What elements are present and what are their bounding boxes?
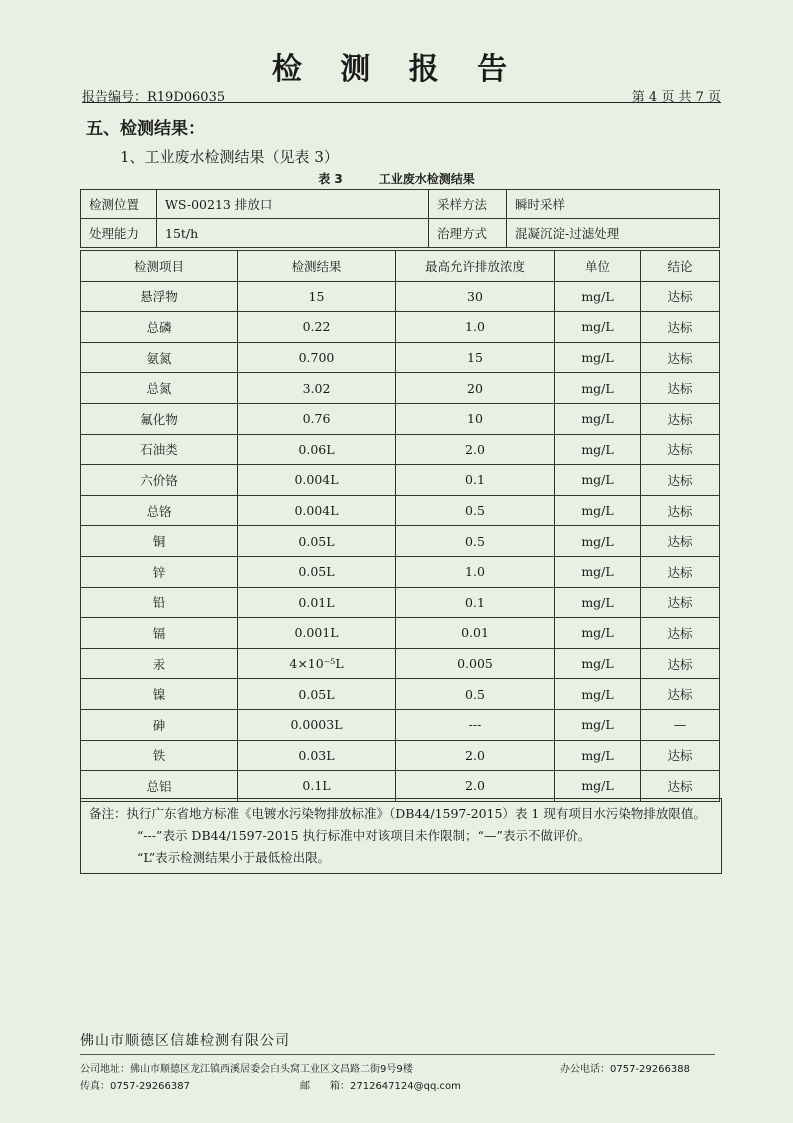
limit-cell: 1.0 <box>396 312 555 343</box>
table-row <box>81 403 720 434</box>
result-cell: 0.004L <box>238 495 396 526</box>
conclusion-cell: 达标 <box>641 556 720 587</box>
table-row <box>81 679 720 710</box>
conclusion-cell: 达标 <box>641 373 720 404</box>
table-row <box>81 740 720 771</box>
table-row <box>81 709 720 740</box>
subsection-title: 1、工业废水检测结果（见表 3） <box>120 148 339 166</box>
fax-number: 传真：0757-29266387 <box>80 1081 190 1092</box>
report-header <box>82 86 721 103</box>
limit-cell: 0.01 <box>396 618 555 649</box>
conclusion-cell: 达标 <box>641 648 720 679</box>
notes-box <box>80 798 722 874</box>
item-cell: 总铬 <box>81 495 238 526</box>
table-row <box>81 587 720 618</box>
limit-cell: 0.1 <box>396 465 555 496</box>
info-row <box>81 190 720 219</box>
item-cell: 铁 <box>81 740 238 771</box>
conclusion-cell: 达标 <box>641 495 720 526</box>
limit-cell: 1.0 <box>396 556 555 587</box>
limit-cell: --- <box>396 709 555 740</box>
item-cell: 总氮 <box>81 373 238 404</box>
company-name: 佛山市顺德区信雄检测有限公司 <box>80 1033 290 1049</box>
limit-cell: 20 <box>396 373 555 404</box>
note-standard: 备注：执行广东省地方标准《电镀水污染物排放标准》（DB44/1597-2015）表 1 现有项目水污染物排放限值。 <box>89 806 706 821</box>
conclusion-cell: 达标 <box>641 526 720 557</box>
conclusion-cell: 达标 <box>641 679 720 710</box>
result-cell: 0.05L <box>238 526 396 557</box>
header-conclusion: 结论 <box>641 251 720 282</box>
limit-cell: 0.5 <box>396 679 555 710</box>
result-cell: 0.05L <box>238 679 396 710</box>
unit-cell: mg/L <box>555 556 641 587</box>
info-table <box>80 189 720 248</box>
result-cell: 3.02 <box>238 373 396 404</box>
result-cell: 0.700 <box>238 342 396 373</box>
item-cell: 氟化物 <box>81 403 238 434</box>
unit-cell: mg/L <box>555 342 641 373</box>
treatment-value: 混凝沉淀-过滤处理 <box>507 219 720 248</box>
limit-cell: 0.5 <box>396 495 555 526</box>
table-row <box>81 342 720 373</box>
conclusion-cell: 达标 <box>641 312 720 343</box>
table-row <box>81 648 720 679</box>
table-row <box>81 312 720 343</box>
item-cell: 砷 <box>81 709 238 740</box>
conclusion-cell: 达标 <box>641 342 720 373</box>
unit-cell: mg/L <box>555 648 641 679</box>
unit-cell: mg/L <box>555 587 641 618</box>
header-limit: 最高允许排放浓度 <box>396 251 555 282</box>
office-phone: 办公电话：0757-29266388 <box>560 1064 690 1075</box>
conclusion-cell: 达标 <box>641 740 720 771</box>
unit-cell: mg/L <box>555 618 641 649</box>
result-cell: 0.01L <box>238 587 396 618</box>
result-cell: 0.22 <box>238 312 396 343</box>
result-cell: 4×10⁻⁵L <box>238 648 396 679</box>
item-cell: 锌 <box>81 556 238 587</box>
unit-cell: mg/L <box>555 403 641 434</box>
header-item: 检测项目 <box>81 251 238 282</box>
unit-cell: mg/L <box>555 679 641 710</box>
capacity-label: 处理能力 <box>81 219 157 248</box>
table-row <box>81 434 720 465</box>
unit-cell: mg/L <box>555 281 641 312</box>
table-row <box>81 373 720 404</box>
conclusion-cell: 达标 <box>641 403 720 434</box>
capacity-value: 15t/h <box>157 219 429 248</box>
limit-cell: 2.0 <box>396 740 555 771</box>
item-cell: 石油类 <box>81 434 238 465</box>
conclusion-cell: — <box>641 709 720 740</box>
limit-cell: 10 <box>396 403 555 434</box>
company-address: 公司地址：佛山市顺德区龙江镇西溪居委会白头窝工业区文昌路二街9号9楼 <box>80 1064 413 1075</box>
conclusion-cell: 达标 <box>641 434 720 465</box>
footer-divider <box>80 1054 715 1055</box>
unit-cell: mg/L <box>555 771 641 802</box>
unit-cell: mg/L <box>555 740 641 771</box>
conclusion-cell: 达标 <box>641 618 720 649</box>
table-row <box>81 771 720 802</box>
limit-cell: 2.0 <box>396 434 555 465</box>
treatment-label: 治理方式 <box>429 219 507 248</box>
unit-cell: mg/L <box>555 709 641 740</box>
location-label: 检测位置 <box>81 190 157 219</box>
table-row <box>81 465 720 496</box>
result-cell: 0.0003L <box>238 709 396 740</box>
limit-cell: 15 <box>396 342 555 373</box>
table-row <box>81 281 720 312</box>
table-row <box>81 526 720 557</box>
table-row <box>81 556 720 587</box>
conclusion-cell: 达标 <box>641 771 720 802</box>
result-cell: 0.05L <box>238 556 396 587</box>
method-value: 瞬时采样 <box>507 190 720 219</box>
unit-cell: mg/L <box>555 312 641 343</box>
table-row <box>81 618 720 649</box>
location-value: WS-00213 排放口 <box>157 190 429 219</box>
item-cell: 镍 <box>81 679 238 710</box>
report-number: 报告编号：R19D06035 <box>82 90 226 105</box>
unit-cell: mg/L <box>555 434 641 465</box>
item-cell: 氨氮 <box>81 342 238 373</box>
header-unit: 单位 <box>555 251 641 282</box>
limit-cell: 30 <box>396 281 555 312</box>
limit-cell: 0.005 <box>396 648 555 679</box>
header-result: 检测结果 <box>238 251 396 282</box>
page-title: 检 测 报 告 <box>271 52 522 87</box>
result-cell: 0.06L <box>238 434 396 465</box>
item-cell: 铜 <box>81 526 238 557</box>
email-address: 邮 箱：2712647124@qq.com <box>300 1081 461 1092</box>
method-label: 采样方法 <box>429 190 507 219</box>
result-cell: 0.1L <box>238 771 396 802</box>
result-cell: 0.001L <box>238 618 396 649</box>
header-row <box>81 251 720 282</box>
result-cell: 0.03L <box>238 740 396 771</box>
note-detection-limit: “L”表示检测结果小于最低检出限。 <box>137 850 331 865</box>
limit-cell: 0.5 <box>396 526 555 557</box>
note-dashes: “---”表示 DB44/1597-2015 执行标准中对该项目未作限制；“—”表示不做评价。 <box>137 828 591 843</box>
section-title: 五、检测结果： <box>86 119 205 139</box>
result-cell: 0.76 <box>238 403 396 434</box>
table-caption-label: 表 3 <box>318 172 343 186</box>
limit-cell: 2.0 <box>396 771 555 802</box>
info-row <box>81 219 720 248</box>
item-cell: 汞 <box>81 648 238 679</box>
results-table <box>80 250 720 802</box>
item-cell: 总铝 <box>81 771 238 802</box>
result-cell: 0.004L <box>238 465 396 496</box>
item-cell: 总磷 <box>81 312 238 343</box>
table-caption <box>0 170 793 187</box>
conclusion-cell: 达标 <box>641 587 720 618</box>
table-row <box>81 495 720 526</box>
conclusion-cell: 达标 <box>641 281 720 312</box>
item-cell: 铅 <box>81 587 238 618</box>
result-cell: 15 <box>238 281 396 312</box>
unit-cell: mg/L <box>555 465 641 496</box>
item-cell: 六价铬 <box>81 465 238 496</box>
limit-cell: 0.1 <box>396 587 555 618</box>
conclusion-cell: 达标 <box>641 465 720 496</box>
item-cell: 镉 <box>81 618 238 649</box>
unit-cell: mg/L <box>555 373 641 404</box>
unit-cell: mg/L <box>555 526 641 557</box>
unit-cell: mg/L <box>555 495 641 526</box>
page-info: 第 4 页 共 7 页 <box>631 90 721 105</box>
table-caption-name: 工业废水检测结果 <box>378 172 475 186</box>
item-cell: 悬浮物 <box>81 281 238 312</box>
